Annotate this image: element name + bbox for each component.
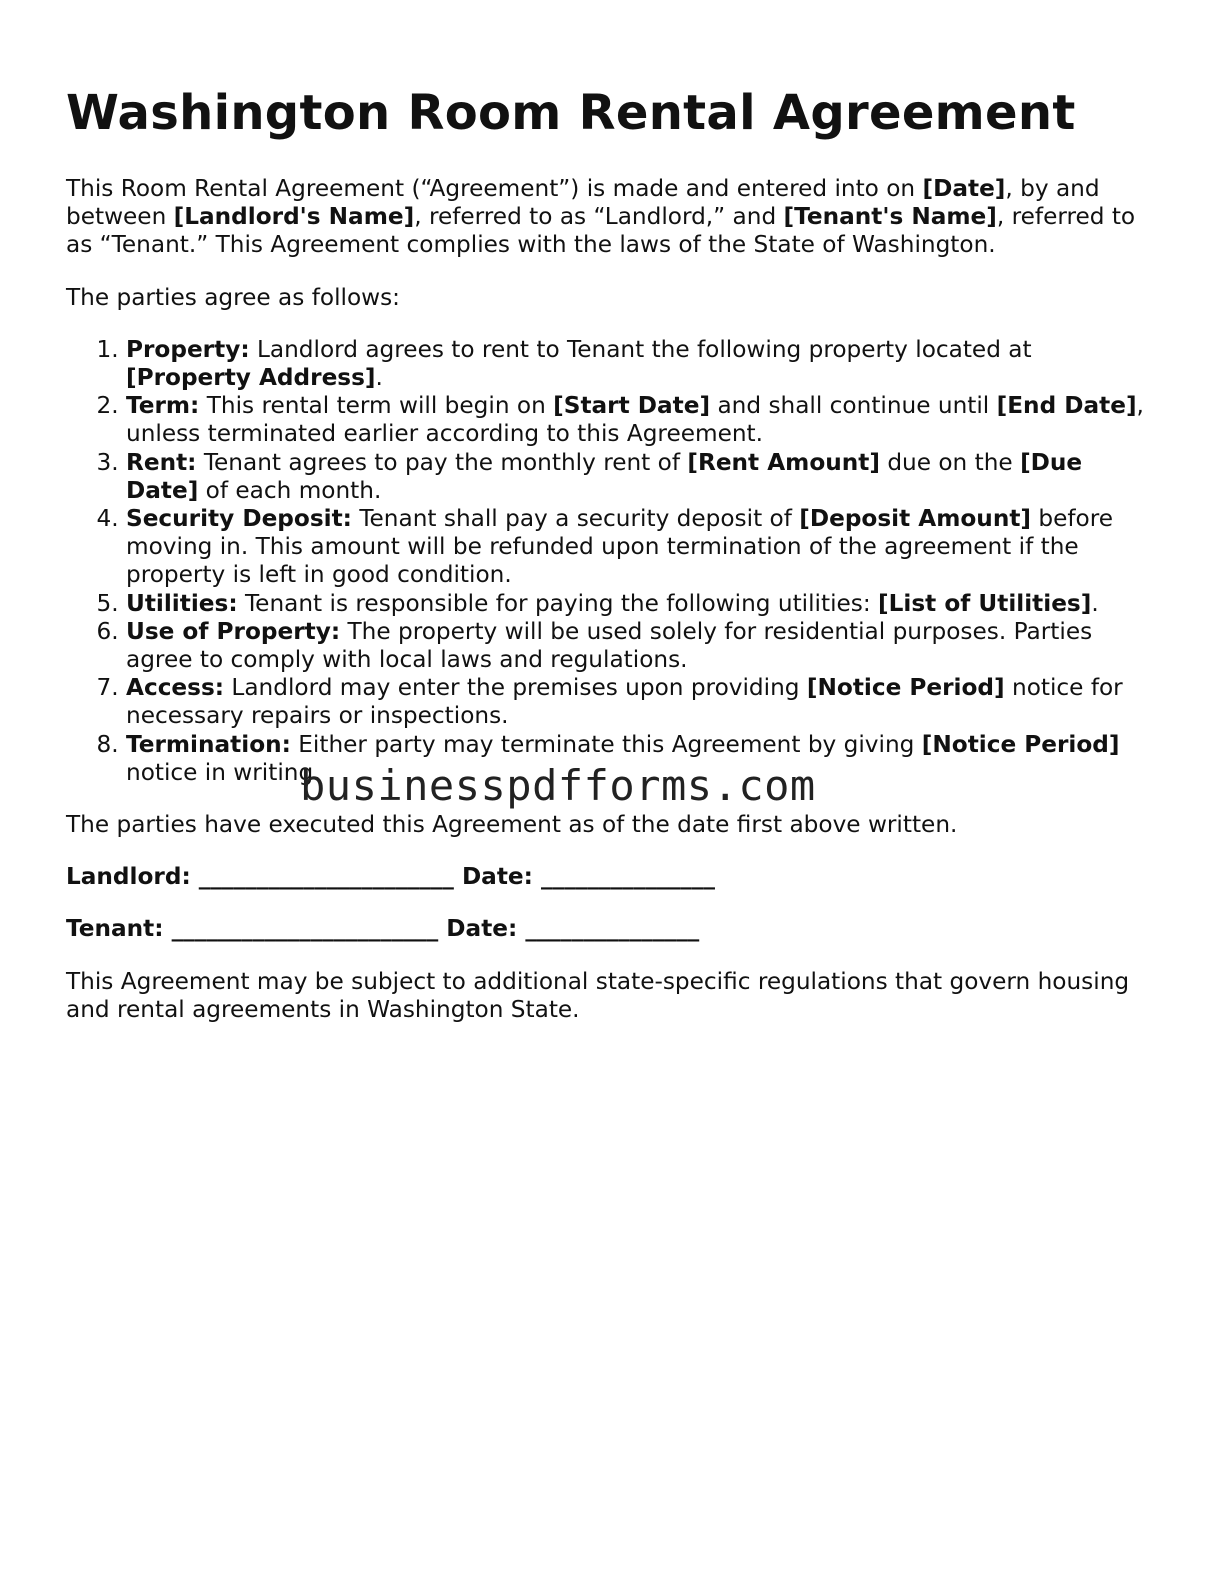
end-date-field: [End Date] <box>996 392 1137 420</box>
clause-rent: 3. Rent: Tenant agrees to pay the monthly rent of [Rent Amount] due on the [Due Date] of each month. <box>126 449 1156 505</box>
start-date-field: [Start Date] <box>553 392 711 420</box>
notice-period-field: [Notice Period] <box>806 674 1005 702</box>
deposit-amount-field: [Deposit Amount] <box>799 505 1032 533</box>
tenant-name-field: [Tenant's Name] <box>783 203 997 231</box>
clause-term: 2. Term: This rental term will begin on [Start Date] and shall continue until [End Date], unless terminated earlier according to this Agreement. <box>126 392 1156 448</box>
clause-list <box>66 336 1156 787</box>
clause-use-of-property: 6. Use of Property: The property will be used solely for residential purposes. Parties agree to comply with local laws and regulations. <box>126 618 1156 674</box>
landlord-name-field: [Landlord's Name] <box>173 203 415 231</box>
closing-note: This Agreement may be subject to additional state-specific regulations that govern housing and rental agreements in Washington State. <box>66 967 1130 1023</box>
executed-statement: The parties have executed this Agreement as of the date first above written. <box>66 811 958 839</box>
clause-termination: 8. Termination: Either party may terminate this Agreement by giving [Notice Period] notice in writing. <box>126 731 1156 787</box>
date-field: [Date] <box>922 175 1006 202</box>
notice-period-field: [Notice Period] <box>921 730 1120 758</box>
parties-agree-text: The parties agree as follows: <box>66 283 400 311</box>
rent-amount-field: [Rent Amount] <box>687 448 880 476</box>
clause-security-deposit: 4. Security Deposit: Tenant shall pay a security deposit of [Deposit Amount] before moving in. This amount will be refunded upon termination of the agreement if the property is left in good condition. <box>126 505 1156 590</box>
document-title: Washington Room Rental Agreement <box>66 85 1076 141</box>
tenant-signature-line: Tenant: _______________________ Date: _______________ <box>66 915 700 943</box>
utilities-list-field: [List of Utilities] <box>878 589 1092 617</box>
document-page <box>66 80 1156 1024</box>
clause-access: 7. Access: Landlord may enter the premises upon providing [Notice Period] notice for necessary repairs or inspections. <box>126 674 1156 730</box>
watermark: businesspdfforms.com <box>300 761 816 810</box>
clause-property: 1. Property: Landlord agrees to rent to Tenant the following property located at [Property Address]. <box>126 336 1156 392</box>
intro-paragraph: This Room Rental Agreement (“Agreement”) is made and entered into on [Date], by and between [Landlord's Name], referred to as “Landlord,” and [Tenant's Name], referred to as “Tenant.” This Agreement complies with the laws of the State of Washington. <box>66 175 1136 259</box>
landlord-signature-line: Landlord: ______________________ Date: _______________ <box>66 863 715 891</box>
property-address-field: [Property Address] <box>126 364 376 392</box>
due-date-field: [Due Date] <box>126 448 1083 504</box>
clause-utilities: 5. Utilities: Tenant is responsible for paying the following utilities: [List of Utilities]. <box>126 590 1156 618</box>
